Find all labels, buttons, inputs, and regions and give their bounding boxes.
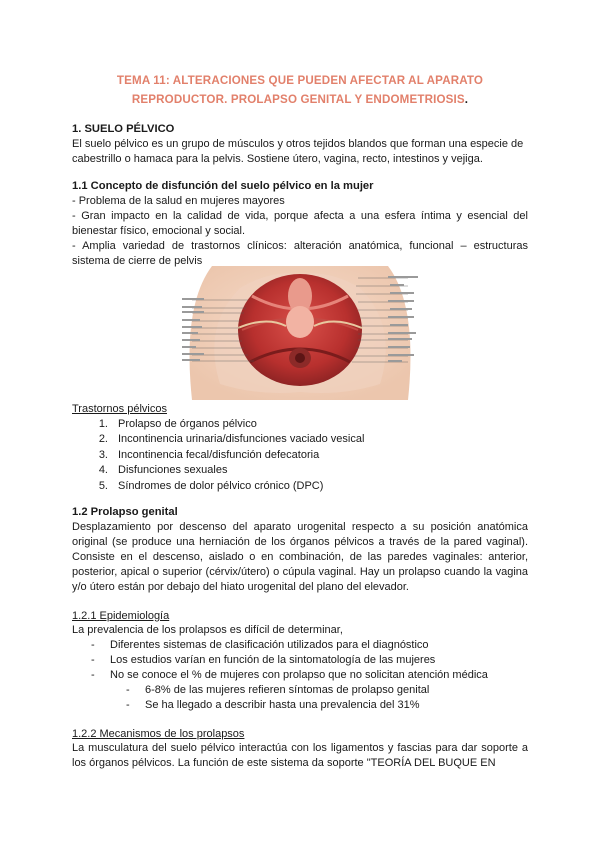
list-item-text: Diferentes sistemas de clasificación utilizados para el diagnóstico [110,639,429,651]
section-1-heading: 1. SUELO PÉLVICO [72,123,175,135]
title-line-1: TEMA 11: ALTERACIONES QUE PUEDEN AFECTAR AL APARATO [116,74,484,87]
list-item-text: Incontinencia urinaria/disfunciones vaciado vesical [118,433,365,446]
title-line-2 [60,90,540,109]
list-item-text: Disfunciones sexuales [118,464,228,477]
list-item: - Los estudios varían en función de la sintomatología de las mujeres [91,654,436,666]
list-item-text: 6-8% de las mujeres refieren síntomas de prolapso genital [145,684,430,696]
section-1-2-text: Desplazamiento por descenso del aparato urogenital respecto a su posición anatómica original (se produce una herniación de los órganos pélvicos a través de la pared vaginal). Consiste en el descenso, aislado o en combinación, de las paredes vaginales: anterior, posterior, apical o superior (cérvix/útero) o cúpula vaginal. Hay un prolapso cuando la vagina y/o útero están por debajo del hiato urogenital del plano del elevador. [72,521,528,593]
trastornos-list [72,417,364,494]
list-item-text: Se ha llegado a describir hasta una prevalencia del 31% [145,699,420,711]
section-1-2-1-intro: La prevalencia de los prolapsos es difícil de determinar, [72,624,343,636]
section-1-text: El suelo pélvico es un grupo de músculos y otros tejidos blandos que forman una especie de cabestrillo o hamaca para la pelvis. Sostiene útero, vagina, recto, intestinos y vejiga. [72,138,524,165]
list-subitem: - 6-8% de las mujeres refieren síntomas de prolapso genital [126,684,430,696]
list-item: - Diferentes sistemas de clasificación utilizados para el diagnóstico [91,639,429,651]
section-1-1-item-2: - Gran impacto en la calidad de vida, porque afecta a una esfera íntima y esencial del bienestar físico, emocional y social. [72,210,528,237]
title-period: . [464,93,469,106]
list-number: 5. [98,479,108,492]
list-item-text: Los estudios varían en función de la sintomatología de las mujeres [110,654,436,666]
pelvic-floor-anatomy-illustration [182,266,418,400]
list-item-text: Prolapso de órganos pélvico [118,418,257,430]
list-item-text: Incontinencia fecal/disfunción defecatoria [118,448,320,461]
list-number: 1. [98,418,108,430]
section-1-2-2-text: La musculatura del suelo pélvico interactúa con los ligamentos y fascias para dar soporte a los órganos pélvicos. La función de este sistema da soporte "TEORÍA DEL BUQUE EN [72,742,528,769]
list-item: - No se conoce el % de mujeres con prolapso que no solicitan atención médica [91,669,488,681]
list-item-text: Síndromes de dolor pélvico crónico (DPC) [118,479,324,492]
list-number: 3. [98,448,108,461]
list-number: 4. [98,464,108,477]
list-item [72,479,364,494]
list-item [72,463,364,478]
section-1-1-item-3: - Amplia variedad de trastornos clínicos: alteración anatómica, funcional – estructuras sistema de cierre de pelvis [72,240,528,267]
trastornos-heading: Trastornos pélvicos [72,403,167,415]
list-subitem: - Se ha llegado a describir hasta una prevalencia del 31% [126,699,420,711]
document-title [60,71,540,109]
list-item [72,432,364,447]
list-item-text: No se conoce el % de mujeres con prolapso que no solicitan atención médica [110,669,488,681]
list-item [72,417,364,432]
section-1-1-heading: 1.1 Concepto de disfunción del suelo pélvico en la mujer [72,180,374,192]
section-1-2-2-heading: 1.2.2 Mecanismos de los prolapsos [72,728,245,740]
title-line-2-text: REPRODUCTOR. PROLAPSO GENITAL Y ENDOMETRIOSIS [131,93,465,106]
list-number: 2. [98,433,108,446]
section-1-2-1-heading: 1.2.1 Epidemiología [72,610,170,622]
section-1-1-item-1: - Problema de la salud en mujeres mayores [72,195,285,207]
section-1-2-heading: 1.2 Prolapso genital [72,506,178,518]
list-item [72,448,364,463]
